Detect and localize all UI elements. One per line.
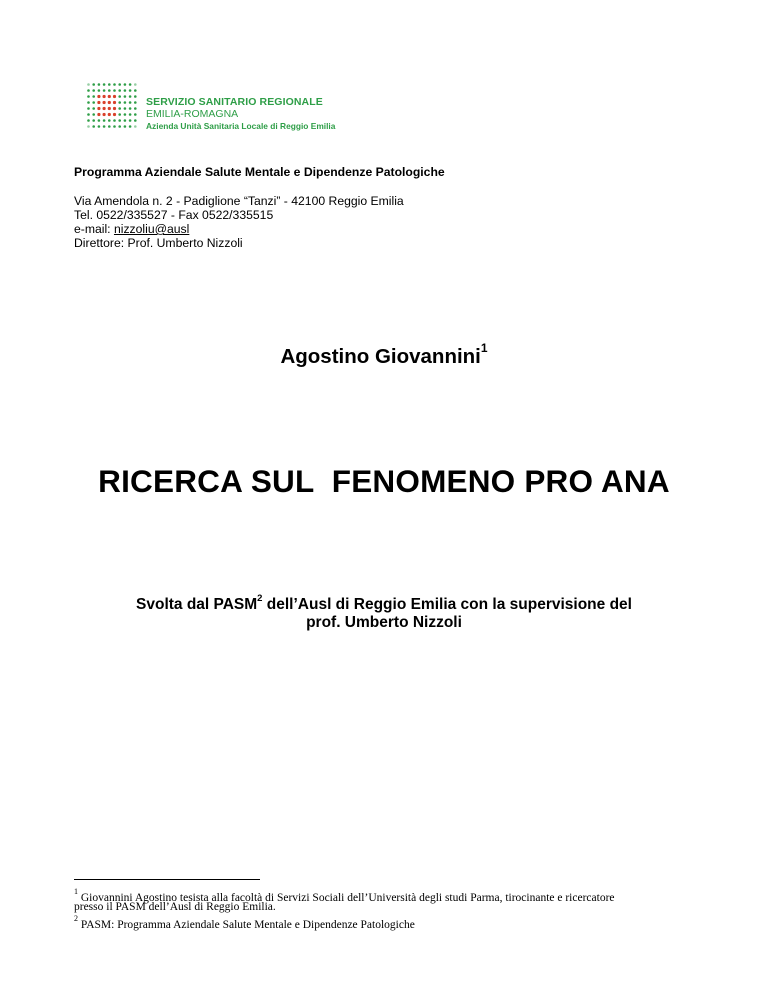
email-line [74,222,189,236]
logo-dot [87,101,90,104]
logo-dot [129,89,132,92]
logo-dot [103,119,106,122]
logo-dot [113,95,116,98]
logo-dot [92,113,95,116]
logo-dot [129,113,132,116]
footnote-separator [74,879,260,880]
footnote-1-line-2: presso il PASM dell’Ausl di Reggio Emilia. [74,901,276,913]
logo-dot [113,125,116,128]
footnote-1-mark: 1 [74,887,78,896]
logo-dot [87,89,90,92]
logo-dot [97,101,100,104]
subtitle-line-1 [0,592,768,614]
logo-dot [134,101,137,104]
logo-dot [108,89,111,92]
logo-dot [129,101,132,104]
logo-dot [129,83,132,86]
logo-dot [87,119,90,122]
email-link[interactable]: nizzoliu@ausl [113,222,190,236]
logo-dot [129,95,132,98]
logo-title: SERVIZIO SANITARIO REGIONALE [146,96,323,108]
author-text: Agostino Giovannini [280,344,481,368]
author-name [0,341,768,369]
footnote-2 [74,914,415,932]
logo-dot [92,89,95,92]
phone-line: Tel. 0522/335527 - Fax 0522/335515 [74,208,274,222]
logo-dot [113,89,116,92]
logo-dot [87,125,90,128]
subtitle [0,592,768,632]
logo-dot [103,95,106,98]
logo-dot [108,125,111,128]
logo-dot [87,113,90,116]
logo-dot [124,83,127,86]
logo-subtitle: Azienda Unità Sanitaria Locale di Reggio Emilia [146,121,336,131]
logo-dot [97,95,100,98]
logo-dot [97,107,100,110]
logo-dot [92,119,95,122]
logo-dot [134,95,137,98]
subtitle-line-2: prof. Umberto Nizzoli [306,614,462,632]
logo-dot [134,89,137,92]
logo-dot-grid [86,82,138,130]
logo-dot [118,95,121,98]
address-line: Via Amendola n. 2 - Padiglione “Tanzi” - 42100 Reggio Emilia [74,194,404,208]
logo-dot [98,125,101,128]
logo-dot [92,101,95,104]
logo-dot [129,125,132,128]
logo-dot [108,83,111,86]
logo-dot [124,95,127,98]
logo-dot [103,101,106,104]
footnote-2-line-1: PASM: Programma Aziendale Salute Mentale e Dipendenze Patologiche [78,918,415,931]
logo-dot [98,83,101,86]
logo-dot [134,107,137,110]
logo-dot [113,83,116,86]
program-name: Programma Aziendale Salute Mentale e Dipendenze Patologiche [74,165,445,179]
logo-dot [124,101,127,104]
logo-dot [134,113,137,116]
logo-dot [113,119,116,122]
logo-dot [118,125,121,128]
logo-dot [118,89,121,92]
logo-dot [124,107,127,110]
logo-dot [87,95,90,98]
logo-dot [113,113,116,116]
logo-dot [98,119,101,122]
director-line: Direttore: Prof. Umberto Nizzoli [74,236,243,250]
logo-dot [124,89,127,92]
logo-dot [134,125,137,128]
logo-dot [108,95,111,98]
logo-dot [92,107,95,110]
logo-dot [97,113,100,116]
logo-dot [98,89,101,92]
logo-dot [134,83,137,86]
logo-region: EMILIA-ROMAGNA [146,108,239,120]
logo-dot [124,113,127,116]
subtitle-part-1: Svolta dal PASM [136,596,258,614]
logo-dot [92,83,95,86]
logo-dot [118,101,121,104]
logo-dot [108,101,111,104]
logo-dot [124,125,127,128]
logo-dot [113,101,116,104]
logo-dot [87,83,90,86]
logo-dot [113,107,116,110]
logo-dot [103,125,106,128]
subtitle-part-2: dell’Ausl di Reggio Emilia con la supervisione del [262,596,632,614]
author-footnote-mark: 1 [480,341,488,355]
logo-dot [108,119,111,122]
logo-dot [92,95,95,98]
logo-dot [103,89,106,92]
logo-dot [103,83,106,86]
email-label: e-mail: [74,222,114,236]
logo-dot [108,113,111,116]
footnote-1-line-1: Giovannini Agostino tesista alla facoltà di Servizi Sociali dell’Università degli studi Parma, tirocinante e ricercatore [78,891,615,904]
logo-dot [92,125,95,128]
logo-dot [118,119,121,122]
logo-dot [129,107,132,110]
logo-dot [108,107,111,110]
logo-dot [118,113,121,116]
logo-dot [129,119,132,122]
logo-dot [87,107,90,110]
logo-dot [118,83,121,86]
logo-dot [103,113,106,116]
footnote-2-mark: 2 [74,914,78,923]
logo-dot [118,107,121,110]
logo-dot [103,107,106,110]
subtitle-footnote-mark: 2 [257,593,263,604]
document-title: RICERCA SUL FENOMENO PRO ANA [98,463,670,499]
logo-dot [134,119,137,122]
logo-dot [124,119,127,122]
